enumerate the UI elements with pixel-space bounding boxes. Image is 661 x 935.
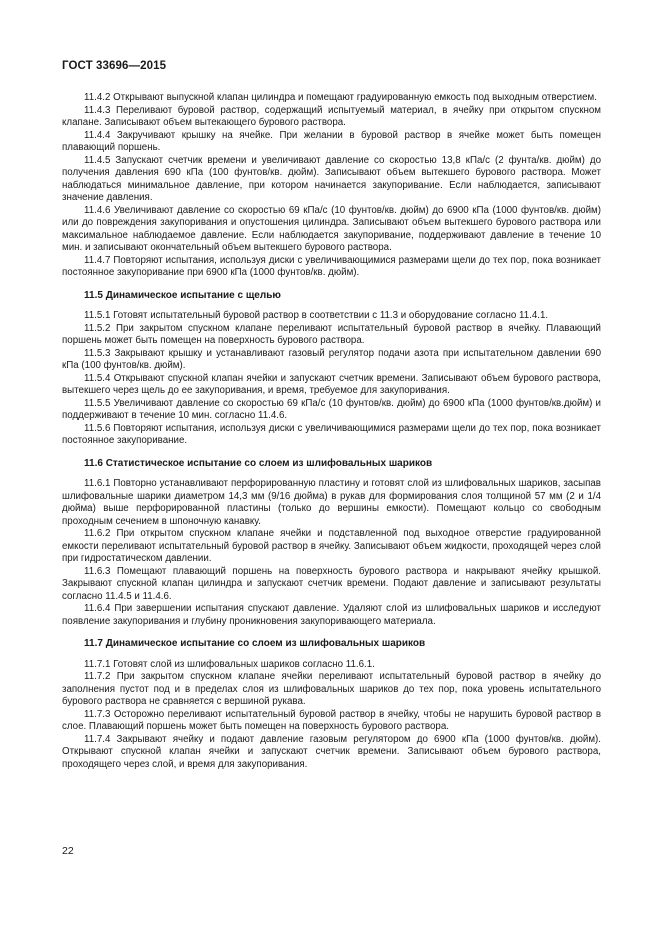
document-body	[62, 92, 601, 771]
paragraph-11-7-4: 11.7.4 Закрывают ячейку и подают давление газовым регулятором до 6900 кПа (1000 фунтов/кв. дюйм). Открывают спускной клапан ячейки и запускают счетчик времени. Записывают объем бурового раствора, проходящего через слой, и время для закупоривания.	[62, 733, 601, 770]
paragraph-11-4-5: 11.4.5 Запускают счетчик времени и увеличивают давление со скоростью 13,8 кПа/с (2 фунта/кв. дюйм) до получения давления 690 кПа (100 фунтов/кв. дюйм). Записывают объем вытекшего бурового раствора. Может наблюдаться минимальное давление, при котором начинается закупоривание. Если наблюдается, записывают значение давления.	[62, 154, 601, 203]
paragraph-11-5-1: 11.5.1 Готовят испытательный буровой раствор в соответствии с 11.3 и оборудование согласно 11.4.1.	[84, 310, 549, 321]
paragraph-11-4-4: 11.4.4 Закручивают крышку на ячейке. При желании в буровой раствор в ячейке может быть помещен плавающий поршень.	[62, 129, 601, 153]
section-heading-11-5: 11.5 Динамическое испытание с щелью	[84, 289, 281, 301]
paragraph-11-7-2: 11.7.2 При закрытом спускном клапане ячейки переливают испытательный буровой раствор в ячейку до заполнения пустот под и в пределах слоя из шлифовальных шариков до тех пор, пока уровень испытательного бурового раствора не сравняется с вершиной рукава.	[62, 671, 601, 707]
paragraph-11-6-2: 11.6.2 При открытом спускном клапане ячейки и подставленной под выходное отверстие градуированной емкости переливают испытательный буровой раствор в ячейку. Записывают объем жидкости, проходящей через слой при гидростатическом давлении.	[62, 528, 601, 564]
paragraph-11-5-4: 11.5.4 Открывают спускной клапан ячейки и запускают счетчик времени. Записывают объем бурового раствора, вытекшего через щель до ее закупоривания, и время, требуемое для закупоривания.	[62, 372, 601, 396]
paragraph-11-4-6: 11.4.6 Увеличивают давление со скоростью 69 кПа/с (10 фунтов/кв. дюйм) до 6900 кПа (1000 фунтов/кв. дюйм) или до повреждения закупоривания и опустошения цилиндра. Записывают объем вытекшего бурового раствора или максимальное наблюдаемое давление. Если наблюдается закупоривание, поддерживают давление в течение 10 мин. и записывают окончательный объем вытекшего бурового раствора.	[62, 204, 601, 253]
paragraph-11-7-3: 11.7.3 Осторожно переливают испытательный буровой раствор в ячейку, чтобы не нарушить буровой раствор в слое. Плавающий поршень может быть помещен на поверхность бурового раствора.	[62, 708, 601, 732]
paragraph-11-4-7: 11.4.7 Повторяют испытания, используя диски с увеличивающимися размерами щели до тех пор, пока возникает постоянное закупоривание при 6900 кПа (1000 фунтов/кв. дюйм).	[62, 254, 601, 278]
section-heading-11-7: 11.7 Динамическое испытание со слоем из шлифовальных шариков	[84, 638, 426, 649]
paragraph-11-6-1: 11.6.1 Повторно устанавливают перфорированную пластину и готовят слой из шлифовальных шариков, засыпав шлифовальные шарики диаметром 14,3 мм (9/16 дюйма) в рукав для формирования слоя толщиной 57 мм (2 и 1/4 дюйма) выше перфорированной пластины (только до вершины емкости). Помещают кольцо со свободным проходным сечением в шпоночную канавку.	[62, 478, 601, 527]
paragraph-11-6-4: 11.6.4 При завершении испытания спускают давление. Удаляют слой из шлифовальных шариков и исследуют появление закупоривания и глубину проникновения закупоривающего материала.	[62, 603, 601, 627]
paragraph-11-5-5: 11.5.5 Увеличивают давление со скоростью 69 кПа/с (10 фунтов/кв. дюйм) до 6900 кПа (1000 фунтов/кв.дюйм) и поддерживают в течение 10 мин. согласно 11.4.6.	[62, 397, 601, 421]
section-heading-11-6: 11.6 Статистическое испытание со слоем из шлифовальных шариков	[84, 457, 433, 469]
paragraph-11-7-1: 11.7.1 Готовят слой из шлифовальных шариков согласно 11.6.1.	[84, 658, 375, 670]
paragraph-11-4-2: 11.4.2 Открывают выпускной клапан цилиндра и помещают градуированную емкость под выходным отверстием.	[84, 92, 597, 103]
paragraph-11-5-6: 11.5.6 Повторяют испытания, используя диски с увеличивающимися размерами щели до тех пор, пока возникает постоянное закупоривание.	[62, 422, 601, 446]
paragraph-11-5-3: 11.5.3 Закрывают крышку и устанавливают газовый регулятор подачи азота при испытательном давлении 690 кПа (100 фунтов/кв. дюйм).	[62, 347, 601, 371]
paragraph-11-4-3: 11.4.3 Переливают буровой раствор, содержащий испытуемый материал, в ячейку при открытом спускном клапане. Записывают объем вытекающего бурового раствора.	[62, 104, 601, 128]
paragraph-11-6-3: 11.6.3 Помещают плавающий поршень на поверхность бурового раствора и накрывают ячейку крышкой. Закрывают спускной клапан цилиндра и запускают счетчик времени. Подают давление и записывают результаты согласно 11.4.5 и 11.4.6.	[62, 565, 601, 602]
document-header: ГОСТ 33696—2015	[62, 60, 167, 72]
page-number: 22	[62, 845, 74, 857]
paragraph-11-5-2: 11.5.2 При закрытом спускном клапане переливают испытательный буровой раствор в ячейку. Плавающий поршень может быть помещен на поверхность бурового раствора.	[62, 322, 601, 346]
